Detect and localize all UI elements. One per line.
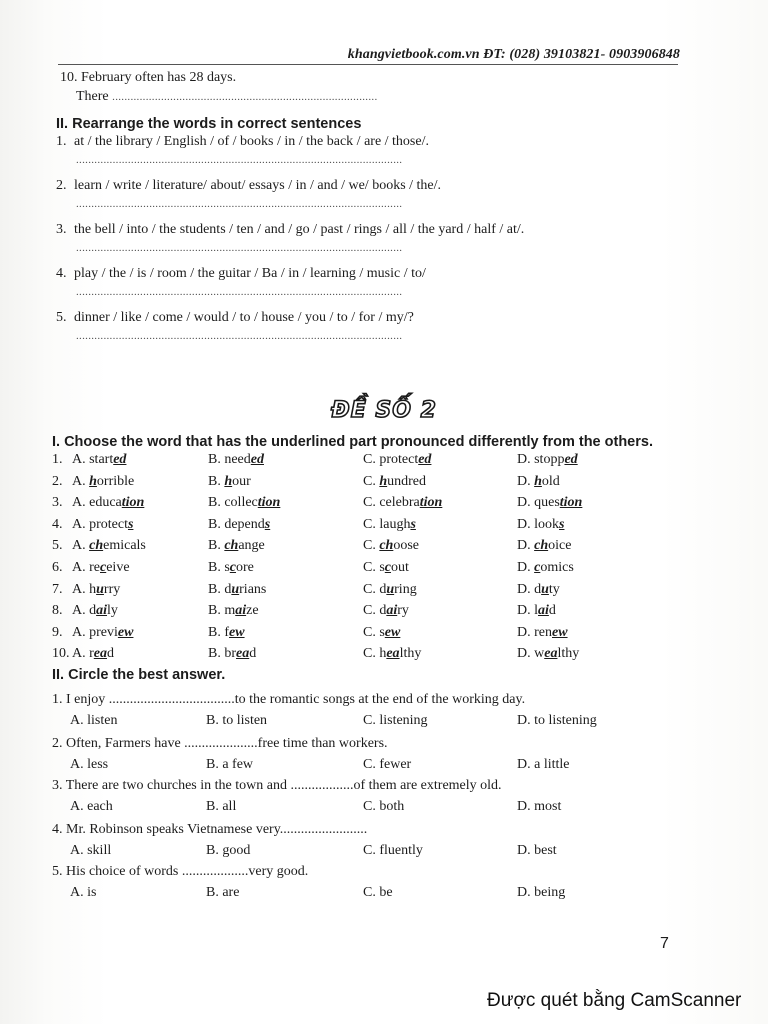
pronunciation-question-number: 3.	[52, 495, 63, 511]
question-10-dots: .......................................................................................	[112, 91, 378, 103]
option-underlined-part: ea	[93, 646, 107, 662]
pronunciation-option-d	[517, 495, 582, 511]
option-text: C. h	[363, 646, 387, 662]
option-text: D. w	[517, 646, 545, 662]
option-text: ore	[236, 560, 254, 575]
pronunciation-option-d	[517, 625, 568, 641]
option-text: emicals	[103, 538, 146, 554]
option-text: B. collec	[208, 495, 258, 511]
page-number: 7	[660, 935, 669, 952]
option-underlined-part: c	[534, 560, 541, 575]
option-underlined-part: tion	[559, 495, 583, 511]
option-text: D.	[517, 560, 535, 575]
pronunciation-option-c	[363, 452, 431, 468]
option-underlined-part: s	[559, 516, 565, 532]
option-text: ry	[397, 603, 409, 619]
pronunciation-option-b	[208, 452, 264, 468]
option-underlined-part: ed	[418, 452, 432, 467]
pronunciation-question-number: 9.	[52, 624, 63, 640]
option-underlined-part: ed	[564, 452, 578, 467]
option-underlined-part: u	[231, 581, 240, 597]
option-underlined-part: u	[96, 581, 104, 597]
rearrange-section-title: II. Rearrange the words in correct sentences	[56, 116, 362, 132]
option-underlined-part: u	[541, 581, 549, 597]
best-answer-option: B. good	[206, 843, 251, 858]
pronunciation-option-a	[72, 538, 146, 554]
option-underlined-part: ea	[236, 646, 250, 662]
rearrange-item-text: at / the library / English / of / books / in / the back / are / those/.	[74, 134, 429, 149]
best-answer-option: C. fluently	[363, 843, 423, 858]
pronunciation-option-c	[363, 646, 421, 662]
option-underlined-part: h	[224, 473, 233, 489]
pronunciation-option-c	[363, 495, 442, 511]
best-answer-option: A. each	[70, 799, 113, 814]
pronunciation-option-b	[208, 603, 259, 619]
option-text: d	[107, 646, 114, 662]
option-text: old	[541, 473, 560, 489]
rearrange-item-text: the bell / into / the students / ten / and / go / past / rings / all / the yard / half / at/.	[74, 222, 525, 237]
pronunciation-option-b	[208, 474, 251, 490]
option-underlined-part: ai	[96, 603, 108, 619]
option-underlined-part: ai	[386, 603, 398, 619]
option-text: ring	[394, 581, 417, 597]
pronunciation-question-number: 2.	[52, 473, 63, 489]
best-answer-option: A. is	[70, 885, 97, 900]
rearrange-item	[56, 134, 429, 150]
option-text: rry	[103, 581, 121, 597]
option-underlined-part: ch	[224, 538, 239, 554]
pronunciation-option-b	[208, 646, 256, 662]
option-text: A. educa	[72, 495, 122, 511]
rearrange-item-text: dinner / like / come / would / to / house / you / to / for / my/?	[74, 310, 414, 325]
pronunciation-option-a	[72, 560, 130, 576]
pronunciation-option-d	[517, 582, 560, 598]
option-underlined-part: s	[127, 516, 134, 532]
option-underlined-part: ea	[386, 646, 400, 662]
rearrange-item-number: 2.	[56, 178, 67, 193]
rearrange-item-number: 3.	[56, 222, 67, 237]
option-text: ange	[238, 538, 265, 554]
option-underlined-part: ew	[229, 624, 245, 640]
option-underlined-part: u	[386, 581, 395, 597]
pronunciation-option-c	[363, 538, 419, 554]
option-text: C.	[363, 473, 380, 489]
pronunciation-option-a	[72, 474, 134, 490]
option-text: A. protect	[72, 516, 128, 532]
pronunciation-option-a	[72, 452, 126, 468]
option-underlined-part: tion	[257, 495, 281, 511]
pronunciation-option-c	[363, 625, 400, 641]
option-text: ly	[107, 603, 118, 619]
option-underlined-part: h	[534, 473, 542, 489]
rearrange-item-text: play / the / is / room / the guitar / Ba / in / learning / music / to/	[74, 266, 426, 281]
best-answer-option: D. most	[517, 799, 562, 814]
best-answer-option: D. being	[517, 885, 566, 900]
pronunciation-option-c	[363, 560, 409, 576]
best-answer-option: C. be	[363, 885, 393, 900]
best-answer-question: 2. Often, Farmers have .....................free time than workers.	[52, 736, 388, 751]
option-text: B.	[208, 538, 225, 554]
pronunciation-option-a	[72, 646, 114, 662]
rearrange-answer-dots: ...........................................................................................................	[76, 330, 403, 342]
question-10-prompt: 10. February often has 28 days.	[60, 70, 237, 85]
option-text: orrible	[96, 473, 135, 489]
option-text: A. re	[72, 560, 100, 575]
rearrange-item	[56, 266, 426, 282]
pronunciation-option-b	[208, 495, 280, 511]
best-answer-option: C. fewer	[363, 757, 412, 772]
pronunciation-question-number: 8.	[52, 603, 63, 619]
option-text: B. br	[208, 646, 236, 662]
option-text: eive	[106, 560, 130, 575]
best-answer-question: 3. There are two churches in the town and ..................of them are extremely old.	[52, 778, 502, 793]
pronunciation-question-number: 4.	[52, 516, 63, 532]
option-text: A. d	[72, 603, 97, 619]
option-underlined-part: ai	[538, 603, 549, 619]
option-text: B.	[208, 473, 225, 489]
pronunciation-section-title: I. Choose the word that has the underlined part pronounced differently from the others.	[52, 434, 653, 450]
option-underlined-part: tion	[121, 495, 145, 511]
option-text: B. s	[208, 560, 230, 575]
option-text: B. need	[208, 452, 251, 467]
option-text: d	[249, 646, 257, 662]
pronunciation-option-d	[517, 538, 571, 554]
option-underlined-part: h	[89, 473, 97, 489]
option-underlined-part: ew	[117, 624, 134, 640]
option-text: d	[548, 603, 556, 619]
option-text: ze	[246, 603, 259, 619]
pronunciation-question-number: 5.	[52, 538, 63, 554]
pronunciation-option-d	[517, 560, 574, 576]
best-answer-option: D. best	[517, 843, 557, 858]
option-text: D. l	[517, 603, 538, 619]
option-underlined-part: s	[264, 516, 271, 532]
question-10-answer-line	[76, 89, 378, 105]
option-text: C. laugh	[363, 516, 411, 532]
best-answer-question: 4. Mr. Robinson speaks Vietnamese very.........................	[52, 822, 368, 837]
option-text: C. d	[363, 581, 387, 597]
best-answer-option: B. all	[206, 799, 237, 814]
option-text: C.	[363, 538, 380, 554]
rearrange-answer-dots: ...........................................................................................................	[76, 154, 403, 166]
pronunciation-question-number: 1.	[52, 452, 63, 467]
pronunciation-question-number: 6.	[52, 560, 63, 575]
option-text: rians	[239, 581, 267, 597]
option-underlined-part: ew	[384, 624, 401, 640]
option-underlined-part: ea	[544, 646, 558, 662]
best-answer-question: 5. His choice of words ...................very good.	[52, 864, 309, 879]
option-text: A.	[72, 473, 90, 489]
option-text: D. look	[517, 516, 559, 532]
best-answer-section-title: II. Circle the best answer.	[52, 667, 226, 683]
pronunciation-option-d	[517, 517, 564, 533]
option-text: D. stopp	[517, 452, 565, 467]
option-text: C. d	[363, 603, 387, 619]
pronunciation-option-d	[517, 646, 579, 662]
pronunciation-option-a	[72, 495, 144, 511]
option-text: A. start	[72, 452, 114, 467]
rearrange-item-number: 1.	[56, 134, 67, 149]
option-underlined-part: ed	[113, 452, 127, 467]
option-text: C. protect	[363, 452, 419, 467]
option-text: lthy	[399, 646, 422, 662]
option-underlined-part: ed	[250, 452, 264, 467]
option-underlined-part: tion	[419, 495, 443, 511]
option-underlined-part: ch	[89, 538, 104, 554]
pronunciation-option-d	[517, 603, 556, 619]
rearrange-item	[56, 222, 524, 238]
rearrange-answer-dots: ...........................................................................................................	[76, 286, 403, 298]
option-text: D. ques	[517, 495, 560, 511]
option-text: A. r	[72, 646, 94, 662]
pronunciation-option-b	[208, 625, 245, 641]
camscanner-footer: Được quét bằng CamScanner	[487, 990, 742, 1011]
pronunciation-option-b	[208, 517, 270, 533]
pronunciation-option-c	[363, 474, 426, 490]
option-text: undred	[387, 473, 427, 489]
option-text: A. previ	[72, 624, 118, 640]
option-text: oice	[548, 538, 572, 554]
header-publisher-info: khangvietbook.com.vn ĐT: (028) 39103821- 0903906848	[347, 47, 680, 62]
option-text: D. ren	[517, 624, 552, 640]
option-text: B. d	[208, 581, 232, 597]
exam-set-title: ĐỀ SỐ 2	[331, 398, 437, 423]
best-answer-option: D. a little	[517, 757, 570, 772]
option-text: A. h	[72, 581, 97, 597]
option-underlined-part: ew	[552, 624, 568, 640]
best-answer-option: B. a few	[206, 757, 254, 772]
option-underlined-part: s	[410, 516, 416, 532]
option-text: B. depend	[208, 516, 265, 532]
rearrange-item	[56, 310, 414, 326]
option-underlined-part: h	[379, 473, 388, 489]
option-text: omics	[540, 560, 574, 575]
best-answer-option: C. listening	[363, 713, 428, 728]
option-text: B. m	[208, 603, 236, 619]
option-underlined-part: ai	[235, 603, 247, 619]
option-text: C. s	[363, 624, 385, 640]
rearrange-item-number: 5.	[56, 310, 67, 325]
rearrange-answer-dots: ...........................................................................................................	[76, 198, 403, 210]
best-answer-question: 1. I enjoy ....................................to the romantic songs at the end of the working day.	[52, 692, 526, 707]
option-underlined-part: ch	[534, 538, 549, 554]
pronunciation-option-c	[363, 603, 409, 619]
option-underlined-part: c	[229, 560, 237, 575]
header-rule	[58, 64, 678, 65]
pronunciation-option-a	[72, 603, 118, 619]
option-text: oose	[393, 538, 420, 554]
best-answer-option: B. are	[206, 885, 240, 900]
pronunciation-option-b	[208, 560, 254, 576]
pronunciation-option-a	[72, 582, 120, 598]
option-underlined-part: c	[384, 560, 392, 575]
pronunciation-option-c	[363, 517, 416, 533]
pronunciation-option-d	[517, 452, 578, 468]
option-text: D.	[517, 473, 535, 489]
best-answer-option: B. to listen	[206, 713, 268, 728]
option-underlined-part: c	[100, 560, 107, 575]
pronunciation-option-b	[208, 538, 265, 554]
option-text: C. s	[363, 560, 385, 575]
option-text: our	[232, 473, 251, 489]
option-text: D.	[517, 538, 535, 554]
question-10-prefix: There	[76, 89, 109, 104]
option-text: D. d	[517, 581, 542, 597]
pronunciation-question-number: 10.	[52, 646, 70, 662]
pronunciation-question-number: 7.	[52, 581, 63, 597]
pronunciation-option-a	[72, 625, 133, 641]
best-answer-option: D. to listening	[517, 713, 597, 728]
rearrange-answer-dots: ...........................................................................................................	[76, 242, 403, 254]
option-text: out	[391, 560, 409, 575]
pronunciation-option-c	[363, 582, 417, 598]
option-text: C. celebra	[363, 495, 420, 511]
option-underlined-part: ch	[379, 538, 394, 554]
best-answer-option: A. listen	[70, 713, 118, 728]
pronunciation-option-d	[517, 474, 560, 490]
rearrange-item-text: learn / write / literature/ about/ essays / in / and / we/ books / the/.	[74, 178, 442, 193]
pronunciation-option-b	[208, 582, 266, 598]
best-answer-option: A. skill	[70, 843, 112, 858]
option-text: B. f	[208, 624, 229, 640]
pronunciation-option-a	[72, 517, 133, 533]
option-text: A.	[72, 538, 90, 554]
rearrange-item	[56, 178, 441, 194]
best-answer-option: C. both	[363, 799, 405, 814]
rearrange-item-number: 4.	[56, 266, 67, 281]
option-text: lthy	[557, 646, 580, 662]
option-text: ty	[548, 581, 560, 597]
best-answer-option: A. less	[70, 757, 109, 772]
